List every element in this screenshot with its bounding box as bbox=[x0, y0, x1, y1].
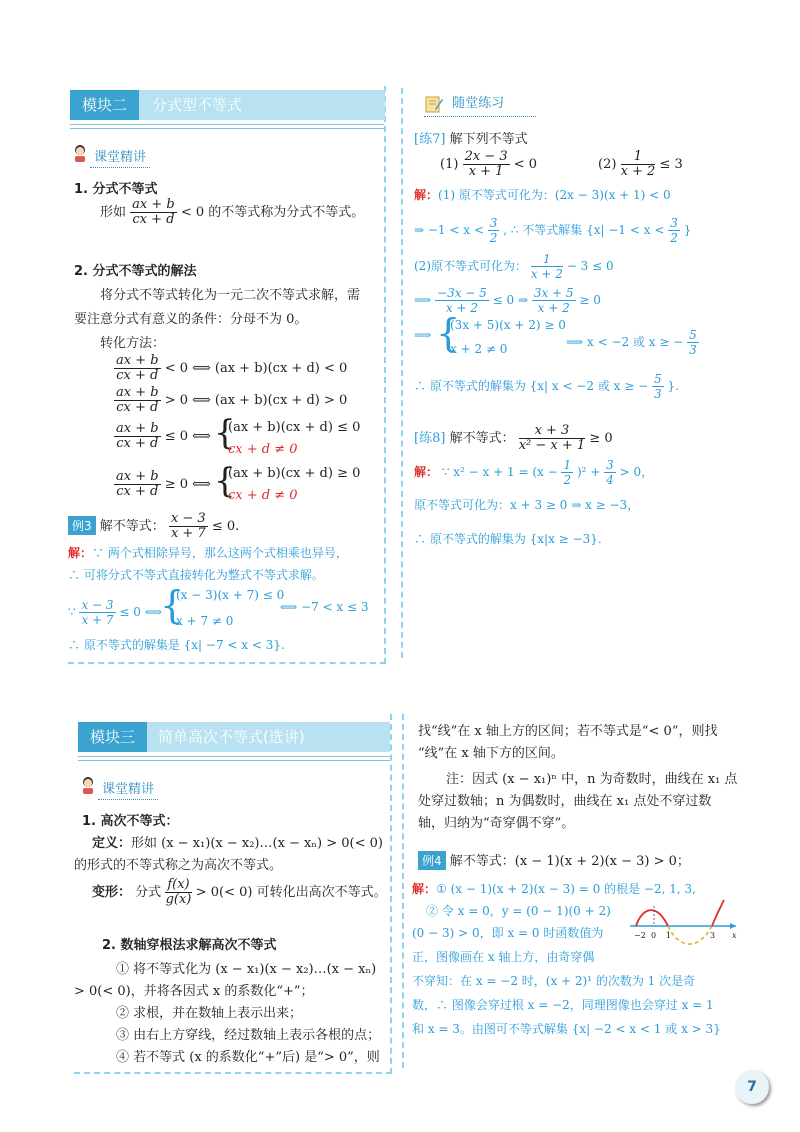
module2-header bbox=[70, 90, 385, 120]
example3-sol-line3: ∵ $\frac{x - 3}{x + 7}$ ≤ 0 ⟺ bbox=[68, 598, 162, 627]
student-avatar-icon bbox=[80, 776, 96, 794]
module3-def-line2: 的形式的不等式称之为高次不等式。 bbox=[74, 858, 283, 873]
module3-h2: 2. 数轴穿根法求解高次不等式 bbox=[102, 938, 277, 953]
module2-rule3-line2: cx + d ≠ 0 bbox=[228, 442, 298, 457]
column-separator bbox=[401, 88, 403, 658]
student-avatar-icon bbox=[72, 144, 88, 162]
example4-sol-line4: 正，图像画在 x 轴上方，由奇穿偶 bbox=[412, 950, 595, 964]
example3-sol-result: ⟺ −7 < x ≤ 3 bbox=[280, 600, 369, 614]
module3-note2: 处穿过数轴；n 为偶数时，曲线在 x₁ 点处不穿过数 bbox=[418, 794, 712, 809]
module3-note3: 轴，归纳为“奇穿偶不穿”。 bbox=[418, 816, 575, 831]
module3-step4: ④ 若不等式 (x 的系数化“+”后) 是“> 0”，则 bbox=[116, 1050, 380, 1065]
module2-lesson-heading bbox=[72, 146, 146, 165]
module3-title: 简单高次不等式(选讲) bbox=[158, 728, 305, 746]
module2-rule3-brace: { bbox=[214, 413, 236, 453]
example4-sol-line1: 解：① (x − 1)(x + 2)(x − 3) = 0 的根是 −2, 1, 3, bbox=[412, 882, 696, 896]
module2-lesson-label: 课堂精讲 bbox=[94, 150, 147, 165]
module3-step1a: ① 将不等式化为 (x − x₁)(x − x₂)…(x − xₙ) bbox=[116, 962, 377, 977]
practice8-sol-line1: 解： ∵ x² − x + 1 = (x − $\frac{1}{2}$ )² + $\frac{3}{4}$ > 0， bbox=[414, 458, 654, 487]
practice8-sol-line3: ∴ 原不等式的解集为 {x|x ≥ −3}. bbox=[414, 532, 602, 546]
example3-sol-b1: (x − 3)(x + 7) ≤ 0 bbox=[176, 588, 285, 602]
module2-rule2: $\frac{ax + b}{cx + d}$ > 0 ⟺ (ax + b)(cx + d) > 0 bbox=[116, 385, 348, 415]
module2-rule4: $\frac{ax + b}{cx + d}$ ≥ 0 ⟺ bbox=[116, 469, 211, 499]
module2-s2-para2: 要注意分式有意义的条件：分母不为 0。 bbox=[74, 312, 308, 327]
practice7-sol-line3: (2)原不等式可化为： $\frac{1}{x + 2}$ − 3 ≤ 0 bbox=[414, 252, 614, 281]
practice-heading: 随堂练习 bbox=[424, 92, 504, 114]
module2-rule1: $\frac{ax + b}{cx + d}$ < 0 ⟺ (ax + b)(cx + d) < 0 bbox=[116, 353, 348, 383]
example4-sol-line3: (0 − 3) > 0，即 x = 0 时函数值为 bbox=[412, 926, 604, 940]
example3-sol-line1: 解：∵ 两个式相除异号，那么这两个式相乘也异号， bbox=[68, 546, 348, 560]
module2-header-underline bbox=[70, 124, 384, 129]
tick-label-0: 0 bbox=[651, 931, 657, 940]
tick-label-3: 3 bbox=[710, 931, 716, 940]
practice7-prompt: [练7] 解下列不等式 bbox=[414, 132, 528, 147]
curve-below bbox=[668, 926, 712, 944]
module2-tag: 模块二 bbox=[70, 90, 139, 120]
module2-s2-para1: 将分式不等式转化为一元二次不等式求解，需 bbox=[100, 288, 361, 303]
practice7-sol-line2: ⇒ −1 < x < $\frac{3}{2}$ , ∴ 不等式解集 {x| −1 < x < $\frac{3}{2}$ } bbox=[414, 216, 692, 245]
module2-rule4-line2: cx + d ≠ 0 bbox=[228, 488, 298, 503]
module3-def-line1: 定义：形如 (x − x₁)(x − x₂)…(x − xₙ) > 0(< 0) bbox=[92, 836, 383, 851]
column-separator-bottom bbox=[402, 714, 404, 1068]
tick-label-1: 1 bbox=[666, 931, 672, 940]
practice-heading-underline bbox=[424, 116, 536, 117]
practice7-item1: (1) $\frac{2x - 3}{x + 1}$ < 0 bbox=[440, 149, 538, 179]
page-number: 7 bbox=[735, 1070, 769, 1104]
example4-sol-line2: ② 令 x = 0，y = (0 − 1)(0 + 2) bbox=[426, 904, 611, 918]
example3-sol-brace: { bbox=[160, 583, 185, 627]
practice7-sol-b2: x + 2 ≠ 0 bbox=[450, 342, 508, 356]
practice7-sol-line4: ⟹ $\frac{-3x - 5}{x + 2}$ ≤ 0 ⇒ $\frac{3x + 5}{x + 2}$ ≥ 0 bbox=[414, 286, 601, 315]
practice7-item2: (2) $\frac{1}{x + 2}$ ≤ 3 bbox=[598, 149, 683, 179]
module2-s1-def: 形如 $\frac{ax + b}{cx + d}$ < 0 的不等式称为分式不等式。 bbox=[100, 197, 365, 227]
example3-sol-line4: ∴ 原不等式的解集是 {x| −7 < x < 3}. bbox=[68, 638, 285, 652]
module3-cont1: 找“线”在 x 轴上方的区间；若不等式是“< 0”，则找 bbox=[418, 724, 718, 739]
practice7-sol-brace: { bbox=[436, 311, 461, 355]
module3-header bbox=[78, 722, 390, 752]
module2-method-label: 转化方法： bbox=[100, 336, 166, 351]
module3-h1: 1. 高次不等式： bbox=[82, 814, 179, 829]
example3-sol-b2: x + 7 ≠ 0 bbox=[176, 614, 234, 628]
module3-step3: ③ 由右上方穿线，经过数轴上表示各根的点； bbox=[116, 1028, 381, 1043]
x-axis-arrow bbox=[730, 923, 736, 929]
module2-s1-heading: 1. 分式不等式 bbox=[74, 182, 158, 197]
module2-s2-heading: 2. 分式不等式的解法 bbox=[74, 264, 197, 279]
module2-title: 分式型不等式 bbox=[152, 96, 243, 114]
module3-tag: 模块三 bbox=[78, 722, 147, 752]
example4-prompt: 例4 解不等式：(x − 1)(x + 2)(x − 3) > 0； bbox=[418, 850, 690, 870]
example4-sol-line5: 不穿知：在 x = −2 时，(x + 2)¹ 的次数为 1 次是奇 bbox=[412, 974, 696, 988]
axis-label-x: x bbox=[732, 931, 737, 940]
example3-label: 例3 bbox=[68, 516, 96, 535]
module2-rule4-brace: { bbox=[214, 461, 236, 501]
example4-sol-line6: 数，∴ 图像会穿过根 x = −2，同理图像也会穿过 x = 1 bbox=[412, 998, 714, 1012]
root-threading-sketch bbox=[628, 898, 740, 958]
practice8-prompt: [练8] 解不等式： $\frac{x + 3}{\text{x² − x + 1}}$ ≥ 0 bbox=[414, 423, 613, 453]
module3-cont2: “线”在 x 轴下方的区间。 bbox=[418, 746, 564, 761]
practice7-sol-line5-post: ⟹ x < −2 或 x ≥ − $\frac{5}{3}$ bbox=[566, 328, 697, 357]
example3-prompt: 例3 解不等式： $\frac{x - 3}{x + 7}$ ≤ 0. bbox=[68, 512, 239, 541]
module2-rule3-line1: (ax + b)(cx + d) ≤ 0 bbox=[228, 420, 361, 435]
module3-step1b: > 0(< 0)，并将各因式 x 的系数化“+”； bbox=[74, 984, 314, 999]
module3-lesson-label: 课堂精讲 bbox=[102, 782, 155, 797]
module2-rule4-line1: (ax + b)(cx + d) ≥ 0 bbox=[228, 466, 361, 481]
module3-var-line: 变形： 分式 $\frac{f(x)}{g(x)}$ > 0(< 0) 可转化出高次不等式。 bbox=[92, 877, 387, 907]
example4-sol-line7: 和 x = 3。由图可不等式解集 {x| −2 < x < 1 或 x > 3} bbox=[412, 1022, 721, 1036]
practice7-sol-b1: (3x + 5)(x + 2) ≥ 0 bbox=[450, 318, 566, 332]
tick-label-neg2: −2 bbox=[634, 931, 646, 940]
module3-header-underline bbox=[78, 756, 390, 761]
module3-step2: ② 求根，并在数轴上表示出来； bbox=[116, 1006, 303, 1021]
curve-right bbox=[712, 900, 724, 926]
notebook-pencil-icon bbox=[424, 94, 444, 114]
practice7-sol-line1: 解：(1) 原不等式可化为：(2x − 3)(x + 1) < 0 bbox=[414, 188, 671, 202]
example3-sol-line2: ∴ 可将分式不等式直接转化为整式不等式求解。 bbox=[68, 568, 324, 582]
example4-label: 例4 bbox=[418, 851, 446, 870]
curve-above bbox=[636, 910, 668, 926]
module3-note1: 注：因式 (x − x₁)ⁿ 中，n 为奇数时，曲线在 x₁ 点 bbox=[446, 772, 738, 787]
practice8-sol-line2: 原不等式可化为：x + 3 ≥ 0 ⇒ x ≥ −3， bbox=[414, 498, 640, 512]
module3-lesson-heading bbox=[80, 778, 154, 797]
practice7-sol-line6: ∴ 原不等式的解集为 {x| x < −2 或 x ≥ − $\frac{5}{3}$ }. bbox=[414, 372, 679, 401]
module2-rule3: $\frac{ax + b}{cx + d}$ ≤ 0 ⟺ bbox=[116, 421, 211, 451]
practice7-sol-line5-pre: ⟹ bbox=[414, 328, 432, 342]
